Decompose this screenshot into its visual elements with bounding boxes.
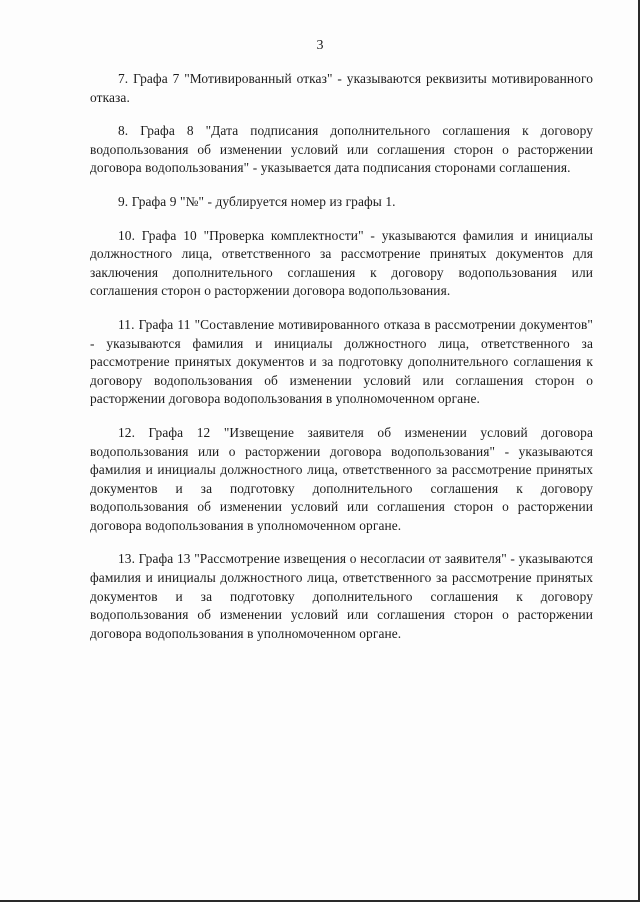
paragraph-item-7: 7. Графа 7 "Мотивированный отказ" - указываются реквизиты мотивированного отказа.	[90, 71, 593, 105]
paragraph-item-11: 11. Графа 11 "Составление мотивированного отказа в рассмотрении документов" - указываются фамилия и инициалы должностного лица, ответственного за рассмотрение принятых документов и за подготовку дополнительного соглашения к договору водопользования об изменении условий или соглашения сторон о расторжении договора водопользования в уполномоченном органе.	[90, 316, 593, 407]
page-number: 3	[316, 38, 324, 53]
paragraph-item-10: 10. Графа 10 "Проверка комплектности" - указываются фамилия и инициалы должностного лица, ответственного за рассмотрение принятых документов для заключения дополнительного соглашения к договору водопользования или соглашения сторон о расторжении договора водопользования.	[90, 227, 593, 299]
paragraph-item-8: 8. Графа 8 "Дата подписания дополнительного соглашения к договору водопользования об изменении условий или соглашения сторон о расторжении договора водопользования" - указывается дата подписания сторонами соглашения.	[90, 123, 593, 176]
paragraph-item-9: 9. Графа 9 "№" - дублируется номер из графы 1.	[118, 193, 396, 209]
paragraph-item-13: 13. Графа 13 "Рассмотрение извещения о несогласии от заявителя" - указываются фамилия и инициалы должностного лица, ответственного за рассмотрение принятых документов и за подготовку дополнительного соглашения к договору водопользования об изменении условий или соглашения сторон о расторжении договора водопользования в уполномоченном органе.	[90, 551, 593, 641]
document-body	[90, 70, 593, 658]
paragraph-item-12: 12. Графа 12 "Извещение заявителя об изменении условий договора водопользования или о расторжении договора водопользования" - указываются фамилия и инициалы должностного лица, ответственного за рассмотрение принятых документов и за подготовку дополнительного соглашения к договору водопользования об изменении условий или соглашения сторон о расторжении договора водопользования в уполномоченном органе.	[90, 424, 593, 533]
